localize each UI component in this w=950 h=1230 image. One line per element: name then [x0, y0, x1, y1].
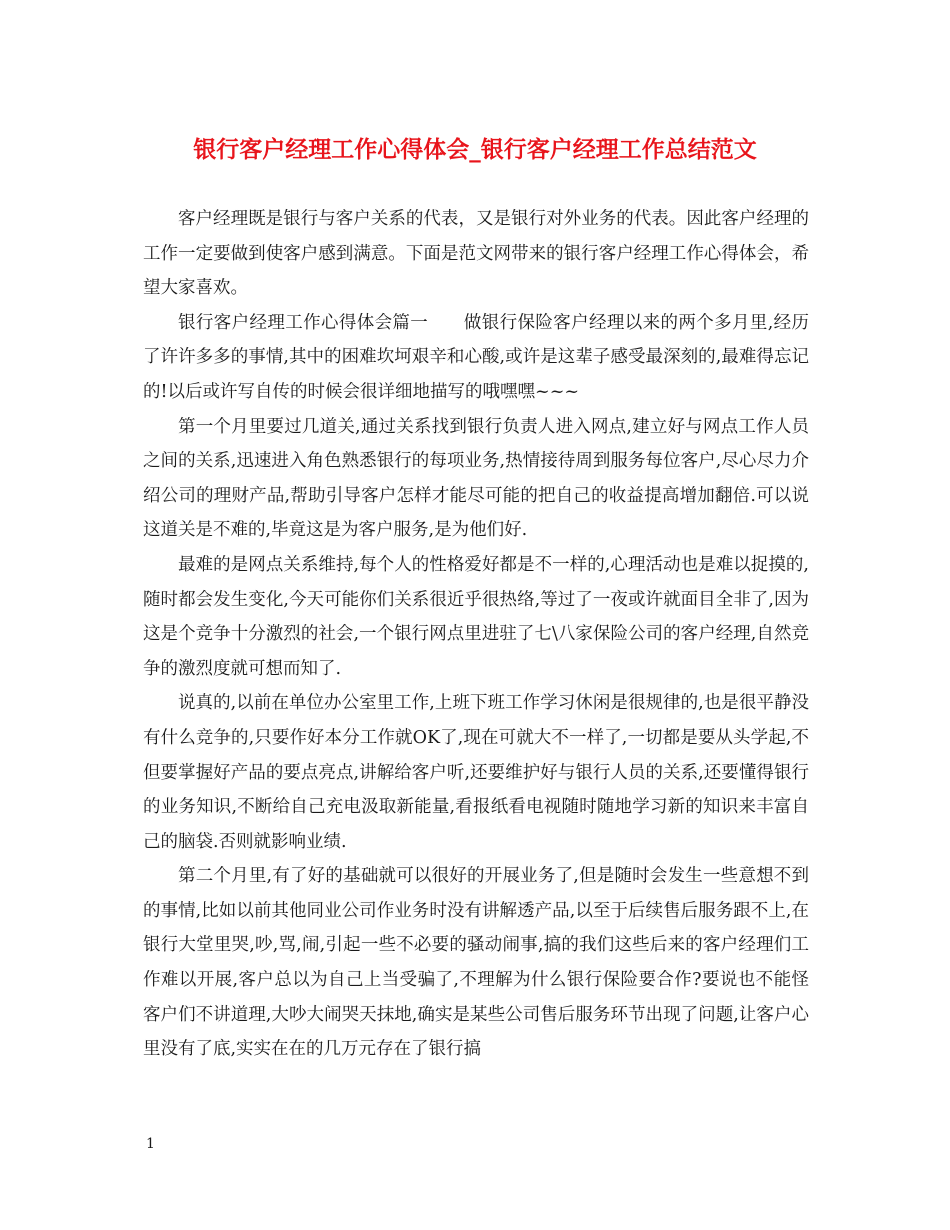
paragraph-first-month: 第一个月里要过几道关,通过关系找到银行负责人进入网点,建立好与网点工作人员之间的关系,迅速进入角色熟悉银行的每项业务,热情接待周到服务每位客户,尽心尽力介绍公司的理财产品,帮助引导客户怎样才能尽可能的把自己的收益提高增加翻倍.可以说这道关是不难的,毕竟这是为客户服务,是为他们好. — [143, 416, 809, 541]
paragraph-part-one: 银行客户经理工作心得体会篇一 做银行保险客户经理以来的两个多月里,经历了许许多多的事情,其中的困难坎坷艰辛和心酸,或许是这辈子感受最深刻的,最难得忘记的!以后或许写自传的时候会很详细地描写的哦嘿嘿~~~ — [143, 312, 809, 402]
paragraph-second-month: 第二个月里,有了好的基础就可以很好的开展业务了,但是随时会发生一些意想不到的事情,比如以前其他同业公司作业务时没有讲解透产品,以至于后续售后服务跟不上,在银行大堂里哭,吵,骂,闹,引起一些不必要的骚动闹事,搞的我们这些后来的客户经理们工作难以开展,客户总以为自己上当受骗了,不理解为什么银行保险要合作?要说也不能怪客户们不讲道理,大吵大闹哭天抹地,确实是某些公司售后服务环节出现了问题,让客户心里没有了底,实实在在的几万元存在了银行搞 — [143, 866, 809, 1060]
document-body — [143, 202, 809, 1067]
paragraph-intro: 客户经理既是银行与客户关系的代表，又是银行对外业务的代表。因此客户经理的工作一定要做到使客户感到满意。下面是范文网带来的银行客户经理工作心得体会，希望大家喜欢。 — [143, 209, 809, 299]
page-number: 1 — [146, 1136, 155, 1152]
paragraph-honestly: 说真的,以前在单位办公室里工作,上班下班工作学习休闲是很规律的,也是很平静没有什么竞争的,只要作好本分工作就OK了,现在可就大不一样了,一切都是要从头学起,不但要掌握好产品的要点亮点,讲解给客户听,还要维护好与银行人员的关系,还要懂得银行的业务知识,不断给自己充电汲取新能量,看报纸看电视随时随地学习新的知识来丰富自己的脑袋.否则就影响业绩. — [143, 693, 809, 852]
paragraph-relationship: 最难的是网点关系维持,每个人的性格爱好都是不一样的,心理活动也是难以捉摸的,随时都会发生变化,今天可能你们关系很近乎很热络,等过了一夜或许就面目全非了,因为这是个竞争十分激烈的社会,一个银行网点里进驻了七\八家保险公司的客户经理,自然竞争的激烈度就可想而知了. — [143, 554, 809, 679]
document-title: 银行客户经理工作心得体会_银行客户经理工作总结范文 — [193, 136, 757, 163]
